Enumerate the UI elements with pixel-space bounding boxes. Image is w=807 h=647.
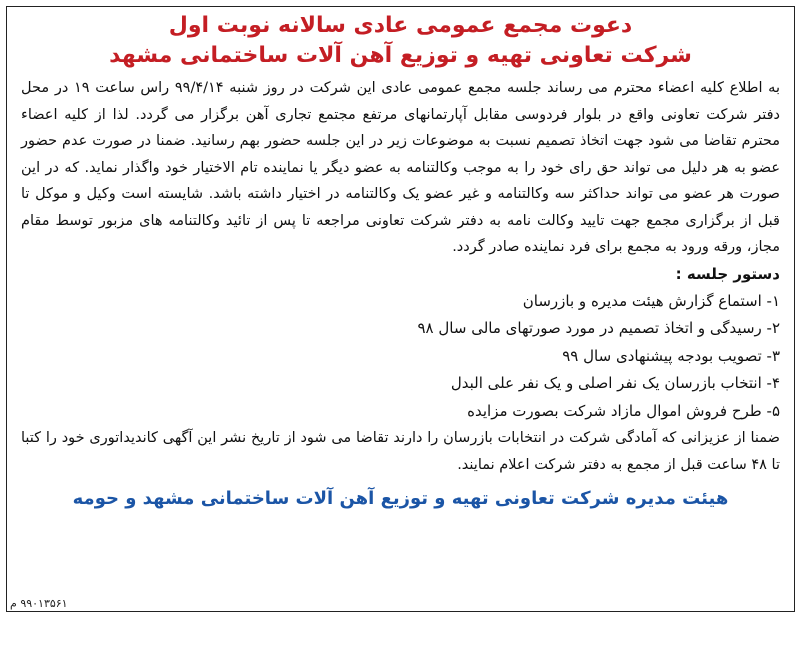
agenda-list xyxy=(21,288,780,426)
notice-frame xyxy=(6,6,795,612)
agenda-item: ۵- طرح فروش اموال مازاد شرکت بصورت مزایده xyxy=(467,401,780,420)
agenda-item: ۱- استماع گزارش هیئت مدیره و بازرسان xyxy=(522,291,780,310)
agenda-item: ۲- رسیدگی و اتخاذ تصمیم در مورد صورتهای مالی سال ۹۸ xyxy=(417,319,780,337)
notice-content xyxy=(7,7,794,514)
intro-paragraph: به اطلاع کلیه اعضاء محترم می رساند جلسه مجمع عمومی عادی این شرکت در روز شنبه ۹۹/۴/۱۴ راس ساعت ۱۹ در محل دفتر شرکت تعاونی واقع در بلوار فردوسی مقابل آپارتمانهای مرتفع مجتمع تجاری آهن برگزار می گردد. لذا از کلیه اعضاء محترم تقاضا می شود جهت اتخاذ تصمیم نسبت به موضوعات زیر در این جلسه حضور بهم رسانید. ضمنا در صورت عدم حضور عضو به هر دلیل می تواند حق رای خود را به موجب وکالتنامه به عضو دیگر یا نماینده تام الاختیار خود واگذار نماید. که در این صورت هر عضو می تواند حداکثر سه وکالتنامه و غیر عضو یک وکالتنامه در اختیار داشته باشد. شایسته است وکیل و موکل تا قبل از برگزاری مجمع جهت تایید وکالت نامه به دفتر شرکت تعاونی مراجعه تا پس از تائید وکالتنامه های مزبور توسط مقام مجاز، ورقه ورود به مجمع برای فرد نماینده صادر گردد. xyxy=(21,80,780,255)
notice-title: دعوت مجمع عمومی عادی سالانه نوبت اول xyxy=(168,13,633,38)
agenda-item: ۳- تصویب بودجه پیشنهادی سال ۹۹ xyxy=(562,346,780,365)
agenda-heading: دستور جلسه : xyxy=(675,264,780,283)
company-name: شرکت تعاونی تهیه و توزیع آهن آلات ساختمانی مشهد xyxy=(109,43,692,68)
reference-number: ۹۹۰۱۳۵۶۱ م xyxy=(10,597,68,610)
closing-paragraph: ضمنا از عزیزانی که آمادگی شرکت در انتخابات بازرسان را دارند تقاضا می شود از تاریخ نشر این آگهی کاندیداتوری خود را کتبا تا ۴۸ ساعت قبل از مجمع به دفتر شرکت اعلام نمایند. xyxy=(21,430,780,473)
board-signature: هیئت مدیره شرکت تعاونی تهیه و توزیع آهن آلات ساختمانی مشهد و حومه xyxy=(72,488,729,509)
agenda-item: ۴- انتخاب بازرسان یک نفر اصلی و یک نفر علی البدل xyxy=(450,374,780,392)
